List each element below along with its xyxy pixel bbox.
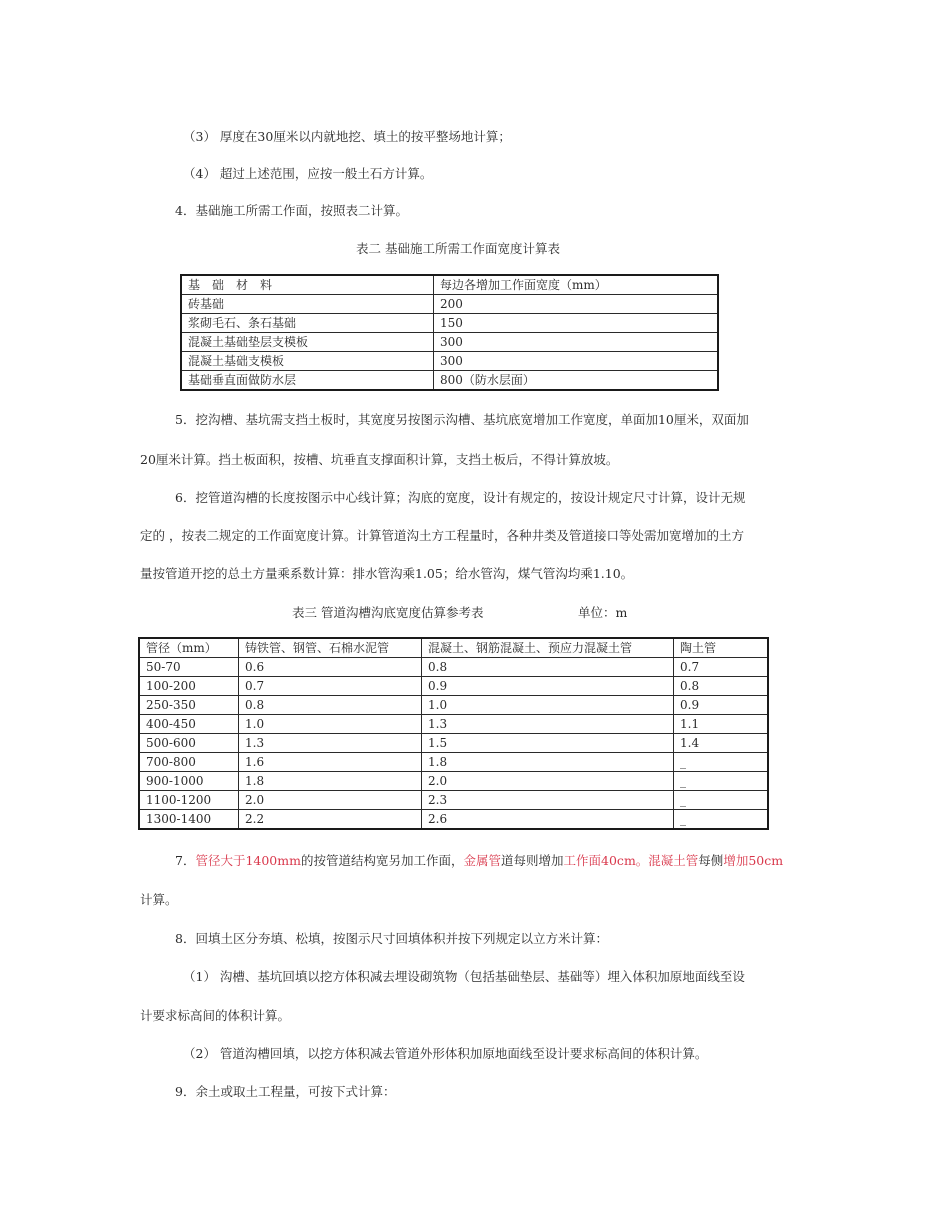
table-cell: 200 <box>434 295 719 314</box>
table-cell: 混凝土基础垫层支模板 <box>181 333 434 352</box>
table3-unit: 单位：m <box>578 605 628 620</box>
table-header-cell: 混凝土、钢筋混凝土、预应力混凝土管 <box>422 638 674 658</box>
table-cell: 1.5 <box>422 734 674 753</box>
table3-caption: 表三 管道沟槽沟底宽度估算参考表 <box>292 605 484 620</box>
table-cell: 100-200 <box>139 677 239 696</box>
table-cell: 1.1 <box>674 715 769 734</box>
table-cell: 2.6 <box>422 810 674 830</box>
table-cell: 0.9 <box>674 696 769 715</box>
table-row <box>139 658 768 677</box>
table-row <box>181 295 718 314</box>
table-header-row <box>139 638 768 658</box>
table-cell: 1100-1200 <box>139 791 239 810</box>
table-cell: 1.6 <box>239 753 422 772</box>
table-row <box>139 772 768 791</box>
table-header-cell: 铸铁管、钢管、石棉水泥管 <box>239 638 422 658</box>
table-cell: 混凝土基础支模板 <box>181 352 434 371</box>
table-cell: 2.0 <box>239 791 422 810</box>
table-cell: 300 <box>434 333 719 352</box>
table-header-cell: 每边各增加工作面宽度（mm） <box>434 275 719 295</box>
table-cell: 0.8 <box>239 696 422 715</box>
paragraph-7-text: 道每则增加 <box>501 853 564 868</box>
paragraph-7-text: 的按管道结构宽另加工作面， <box>300 853 464 868</box>
table-cell: 1.8 <box>239 772 422 791</box>
table-row <box>139 734 768 753</box>
table-cell: 2.0 <box>422 772 674 791</box>
table-header-cell: 基 础 材 料 <box>181 275 434 295</box>
paragraph-8: 8．回填土区分夯填、松填，按图示尺寸回填体积并按下列规定以立方米计算： <box>175 931 608 946</box>
table3-trench-bottom-width <box>138 637 769 830</box>
paragraph-4: 4．基础施工所需工作面，按照表二计算。 <box>175 203 408 218</box>
paragraph-5-line2: 20厘米计算。挡土板面积，按槽、坑垂直支撑面积计算，支挡土板后，不得计算放坡。 <box>140 452 619 467</box>
table-cell: 900-1000 <box>139 772 239 791</box>
table2-work-face-width <box>180 274 719 391</box>
table-cell: 0.8 <box>422 658 674 677</box>
paragraph-9: 9．余土或取土工程量，可按下式计算： <box>175 1084 396 1099</box>
table-cell: 1.8 <box>422 753 674 772</box>
highlight-metal-pipe: 金属管 <box>463 853 502 868</box>
table-row <box>181 314 718 333</box>
paragraph-8-2: （2） 管道沟槽回填，以挖方体积减去管道外形体积加原地面线至设计要求标高间的体积计算。 <box>183 1046 708 1061</box>
table-cell: 基础垂直面做防水层 <box>181 371 434 391</box>
table-cell: 浆砌毛石、条石基础 <box>181 314 434 333</box>
paragraph-7-text: 每侧 <box>698 853 724 868</box>
table-row <box>139 677 768 696</box>
paragraph-6-line3: 量按管道开挖的总土方量乘系数计算：排水管沟乘1.05；给水管沟，煤气管沟均乘1.10。 <box>140 566 634 581</box>
table-row <box>139 791 768 810</box>
table-cell: 砖基础 <box>181 295 434 314</box>
table-cell: 1.4 <box>674 734 769 753</box>
paragraph-3-3: （3） 厚度在30厘米以内就地挖、填土的按平整场地计算； <box>183 129 511 144</box>
paragraph-7-line2: 计算。 <box>140 892 178 907</box>
table-cell: 1300-1400 <box>139 810 239 830</box>
table-header-row <box>181 275 718 295</box>
highlight-increase: 增加50cm <box>723 853 784 868</box>
paragraph-7-number: 7． <box>175 853 196 868</box>
table-cell: 1.3 <box>422 715 674 734</box>
table-cell: 400-450 <box>139 715 239 734</box>
table-cell: _ <box>674 791 769 810</box>
table-cell: _ <box>674 810 769 830</box>
paragraph-6-line2: 定的 ，按表二规定的工作面宽度计算。计算管道沟土方工程量时，各种井类及管道接口等处需加宽增加的土方 <box>140 528 744 543</box>
table-cell: 0.8 <box>674 677 769 696</box>
table-cell: 500-600 <box>139 734 239 753</box>
paragraph-3-4: （4） 超过上述范围，应按一般土石方计算。 <box>183 166 433 181</box>
table-cell: 700-800 <box>139 753 239 772</box>
paragraph-6-line1: 6．挖管道沟槽的长度按图示中心线计算；沟底的宽度，设计有规定的，按设计规定尺寸计算，设计无规 <box>175 490 746 505</box>
table-cell: _ <box>674 753 769 772</box>
table-header-cell: 陶土管 <box>674 638 769 658</box>
table-cell: 2.2 <box>239 810 422 830</box>
table-cell: 150 <box>434 314 719 333</box>
table-cell: 300 <box>434 352 719 371</box>
paragraph-8-1-line2: 计要求标高间的体积计算。 <box>140 1008 291 1023</box>
table-row <box>181 352 718 371</box>
paragraph-8-1-line1: （1） 沟槽、基坑回填以挖方体积减去埋设砌筑物（包括基础垫层、基础等）埋入体积加原地面线至设 <box>183 969 745 984</box>
table-row <box>139 753 768 772</box>
table-cell: 0.7 <box>239 677 422 696</box>
table-cell: 0.7 <box>674 658 769 677</box>
table-cell: 1.0 <box>422 696 674 715</box>
paragraph-5-line1: 5．挖沟槽、基坑需支挡土板时，其宽度另按图示沟槽、基坑底宽增加工作宽度，单面加10厘米，双面加 <box>175 412 749 427</box>
table-cell: 250-350 <box>139 696 239 715</box>
table-cell: 1.0 <box>239 715 422 734</box>
table-row <box>181 371 718 391</box>
table-row <box>181 333 718 352</box>
table-cell: _ <box>674 772 769 791</box>
table-row <box>139 715 768 734</box>
highlight-work-face: 工作面40cm。混凝土管 <box>563 853 699 868</box>
table-cell: 2.3 <box>422 791 674 810</box>
table-cell: 0.6 <box>239 658 422 677</box>
table-row <box>139 810 768 830</box>
table-cell: 1.3 <box>239 734 422 753</box>
table-cell: 50-70 <box>139 658 239 677</box>
table-header-cell: 管径（mm） <box>139 638 239 658</box>
table-row <box>139 696 768 715</box>
table2-caption: 表二 基础施工所需工作面宽度计算表 <box>356 241 560 256</box>
table-cell: 0.9 <box>422 677 674 696</box>
highlight-pipe-diameter: 管径大于1400mm <box>195 853 301 868</box>
table-cell: 800（防水层面） <box>434 371 719 391</box>
paragraph-7-line1 <box>175 853 783 869</box>
